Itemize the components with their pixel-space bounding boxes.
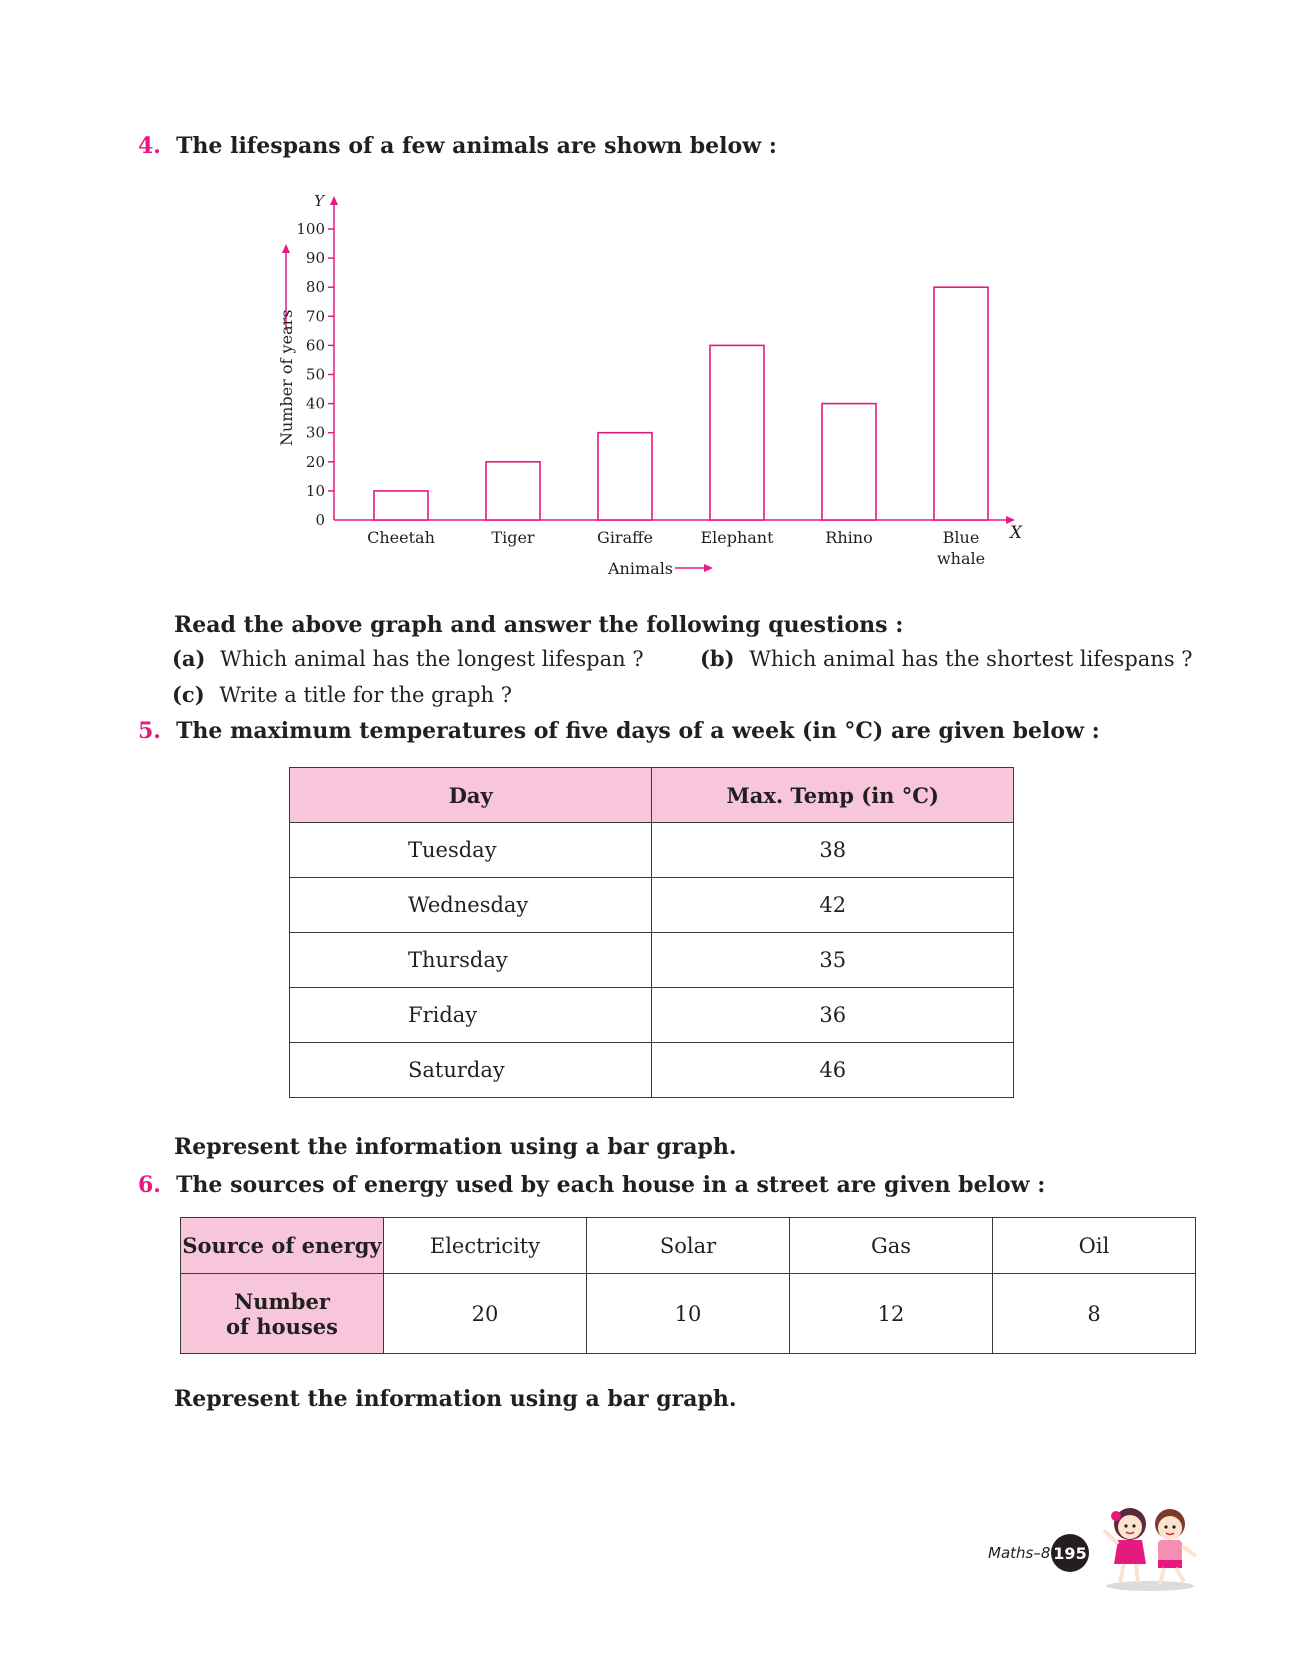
x-axis-label: Animals: [608, 559, 674, 578]
y-tick-label: 90: [305, 249, 325, 268]
bar-tiger: [486, 462, 540, 520]
header-max-temp: Max. Temp (in °C): [652, 768, 1014, 823]
header-day: Day: [290, 768, 652, 823]
count-cell: 12: [790, 1274, 993, 1354]
y-tick-label: 30: [305, 423, 325, 442]
y-tick-label: 100: [296, 220, 325, 238]
count-cell: 20: [384, 1274, 587, 1354]
temperature-table: [289, 767, 1014, 1098]
y-tick-label: 0: [315, 511, 325, 529]
x-category-label: Blue whale: [936, 528, 986, 568]
day-cell: Friday: [290, 988, 652, 1043]
day-cell: Thursday: [290, 933, 652, 988]
lifespan-bar-chart: [0, 0, 1296, 600]
q4-question-a: [172, 646, 644, 671]
count-cell: 10: [587, 1274, 790, 1354]
y-axis-arrowhead: [330, 196, 338, 205]
bar-elephant: [710, 345, 764, 520]
table-row: [290, 1043, 1014, 1098]
chart-ticks: [296, 220, 334, 529]
q4-question-b: [700, 646, 1193, 671]
header-source-of-energy: Source of energy: [181, 1218, 384, 1274]
x-category-label: Cheetah: [367, 528, 435, 547]
q4-question-c: [172, 682, 512, 707]
q5-instruction: Represent the information using a bar graph.: [174, 1134, 737, 1160]
temp-cell: 36: [652, 988, 1014, 1043]
count-cell: 8: [993, 1274, 1196, 1354]
bar-giraffe: [598, 433, 652, 520]
y-axis-letter: Y: [314, 192, 324, 210]
day-cell: Saturday: [290, 1043, 652, 1098]
temp-cell: 42: [652, 878, 1014, 933]
question-number: 4.: [138, 133, 161, 159]
source-cell: Solar: [587, 1218, 790, 1274]
x-label-arrowhead: [704, 564, 713, 572]
x-category-label: Giraffe: [597, 528, 653, 547]
q4-a-label: (a): [172, 646, 206, 671]
temp-cell: 46: [652, 1043, 1014, 1098]
table-row: [290, 933, 1014, 988]
question-text: The lifespans of a few animals are shown below :: [176, 133, 777, 159]
q4-c-text: Write a title for the graph ?: [219, 683, 513, 707]
page-number: 195: [1051, 1534, 1089, 1572]
energy-sources-table: [180, 1217, 1196, 1354]
x-axis-letter: X: [1010, 523, 1023, 543]
q4-c-label: (c): [172, 682, 205, 707]
y-tick-label: 10: [305, 481, 325, 500]
y-axis-label: Number of years: [277, 309, 296, 446]
question-number: 5.: [138, 718, 161, 744]
q4-a-text: Which animal has the longest lifespan ?: [220, 647, 644, 671]
question-text: The sources of energy used by each house in a street are given below :: [176, 1172, 1046, 1198]
chart-category-labels: [367, 528, 985, 568]
y-tick-label: 60: [305, 336, 325, 355]
source-cell: Oil: [993, 1218, 1196, 1274]
q4-b-text: Which animal has the shortest lifespans ?: [749, 647, 1193, 671]
x-category-label: Rhino: [825, 528, 873, 547]
temp-cell: 35: [652, 933, 1014, 988]
q6-instruction: Represent the information using a bar graph.: [174, 1386, 737, 1412]
header-number-of-houses: Number of houses: [181, 1274, 384, 1354]
source-cell: Gas: [790, 1218, 993, 1274]
y-tick-label: 50: [305, 365, 325, 384]
y-tick-label: 70: [305, 307, 325, 326]
question-5-heading: [138, 718, 1100, 744]
x-category-label: Elephant: [700, 528, 774, 547]
question-number: 6.: [138, 1172, 161, 1198]
kids-mascot-illustration: [1098, 1500, 1202, 1592]
temp-cell: 38: [652, 823, 1014, 878]
y-label-arrowhead: [282, 244, 290, 253]
table-row: [290, 988, 1014, 1043]
question-text: The maximum temperatures of five days of a week (in °C) are given below :: [176, 718, 1100, 744]
source-cell: Electricity: [384, 1218, 587, 1274]
table-row: [290, 823, 1014, 878]
y-tick-label: 40: [305, 394, 325, 413]
bar-rhino: [822, 404, 876, 520]
day-cell: Wednesday: [290, 878, 652, 933]
day-cell: Tuesday: [290, 823, 652, 878]
bar-blue-whale: [934, 287, 988, 520]
question-6-heading: [138, 1172, 1045, 1198]
y-tick-label: 80: [305, 278, 325, 297]
q4-questions-intro: Read the above graph and answer the following questions :: [174, 612, 904, 638]
y-tick-label: 20: [305, 452, 325, 471]
book-label: Maths–8: [988, 1544, 1051, 1562]
table-row: [290, 878, 1014, 933]
q4-b-label: (b): [700, 646, 735, 671]
bar-cheetah: [374, 491, 428, 520]
x-category-label: Tiger: [491, 528, 535, 547]
chart-bars: [374, 287, 988, 520]
